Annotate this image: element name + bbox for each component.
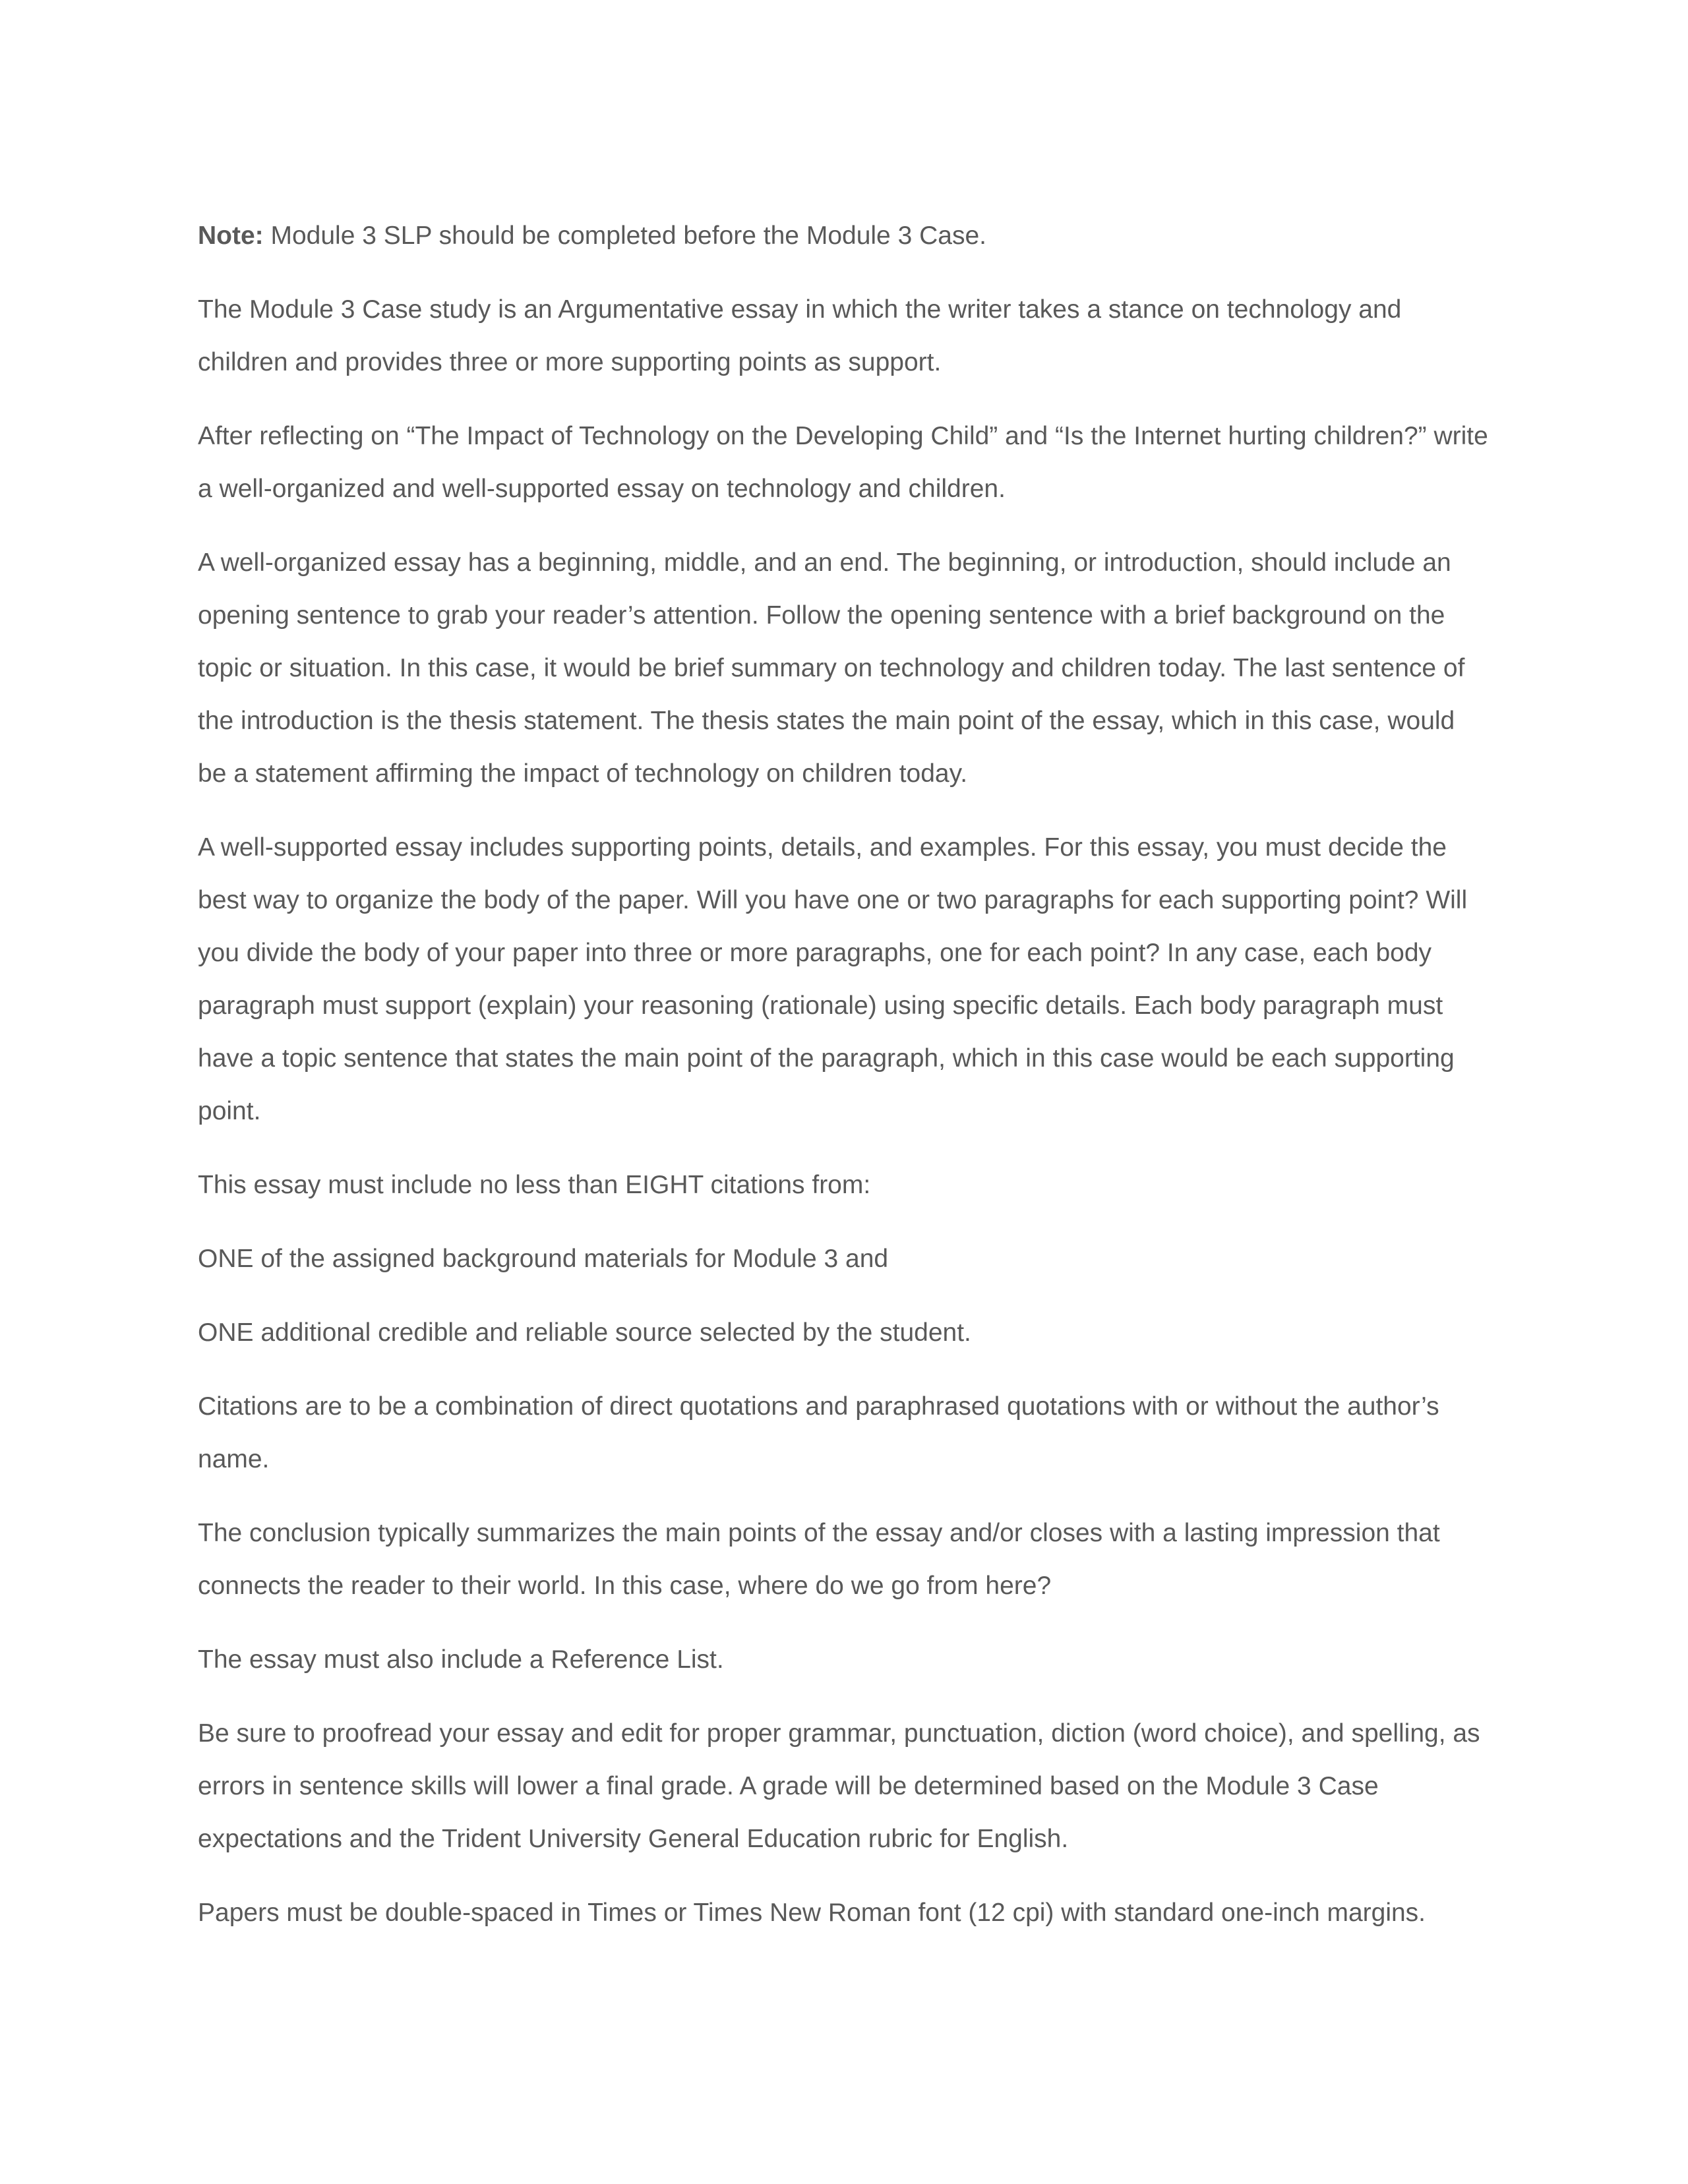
paragraph-conclusion: The conclusion typically summarizes the main points of the essay and/or closes with a lasting impression that connects the reader to their world. In this case, where do we go from here? [198, 1519, 1440, 1600]
paragraph-proofread: Be sure to proofread your essay and edit for proper grammar, punctuation, diction (word choice), and spelling, as errors in sentence skills will lower a final grade. A grade will be determined based on the Module 3 Case expectations and the Trident University General Education rubric for English. [198, 1719, 1480, 1853]
paragraph-intro: The Module 3 Case study is an Argumentative essay in which the writer takes a stance on technology and children and provides three or more supporting points as support. [198, 295, 1402, 376]
paragraph-reference-list: The essay must also include a Reference List. [198, 1645, 724, 1674]
paragraph-citations-requirement: This essay must include no less than EIGHT citations from: [198, 1171, 871, 1199]
paragraph-citation-types: Citations are to be a combination of direct quotations and paraphrased quotations with or without the author’s name. [198, 1392, 1439, 1473]
paragraph-citation-source-two: ONE additional credible and reliable source selected by the student. [198, 1318, 971, 1347]
paragraph-reflection: After reflecting on “The Impact of Technology on the Developing Child” and “Is the Internet hurting children?” write a well-organized and well-supported essay on technology and children. [198, 422, 1488, 503]
note-label: Note: [198, 221, 264, 250]
paragraph-citation-source-one: ONE of the assigned background materials for Module 3 and [198, 1245, 889, 1273]
note-paragraph [198, 210, 1490, 262]
paragraph-formatting: Papers must be double-spaced in Times or Times New Roman font (12 cpi) with standard one-inch margins. [198, 1899, 1426, 1927]
document-body [198, 210, 1490, 1961]
note-text: Module 3 SLP should be completed before the Module 3 Case. [263, 221, 986, 250]
paragraph-well-organized: A well-organized essay has a beginning, middle, and an end. The beginning, or introduction, should include an opening sentence to grab your reader’s attention. Follow the opening sentence with a brief background on the topic or situation. In this case, it would be brief summary on technology and children today. The last sentence of the introduction is the thesis statement. The thesis states the main point of the essay, which in this case, would be a statement affirming the impact of technology on children today. [198, 548, 1465, 788]
paragraph-well-supported: A well-supported essay includes supporting points, details, and examples. For this essay, you must decide the best way to organize the body of the paper. Will you have one or two paragraphs for each supporting point? Will you divide the body of your paper into three or more paragraphs, one for each point? In any case, each body paragraph must support (explain) your reasoning (rationale) using specific details. Each body paragraph must have a topic sentence that states the main point of the paragraph, which in this case would be each supporting point. [198, 833, 1468, 1125]
